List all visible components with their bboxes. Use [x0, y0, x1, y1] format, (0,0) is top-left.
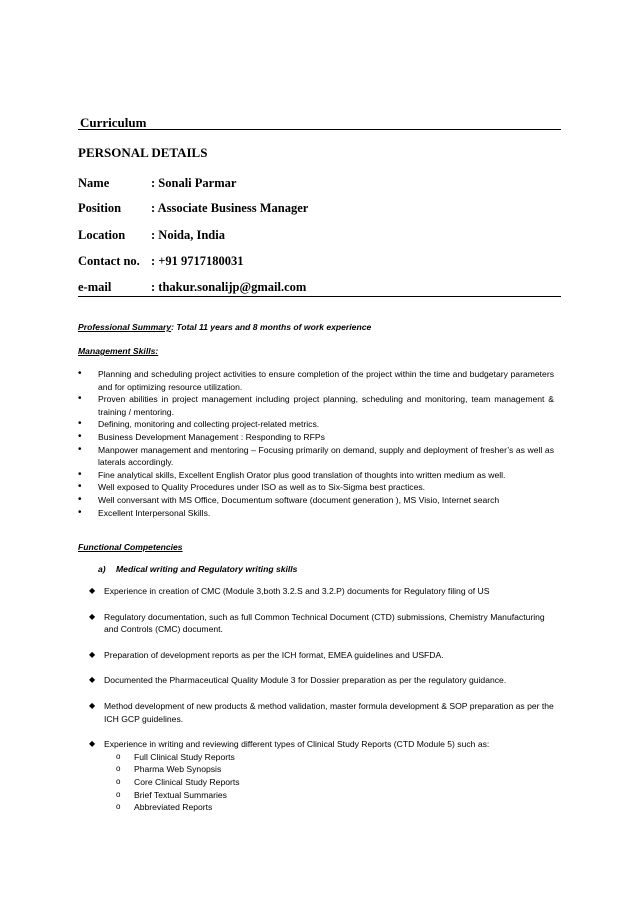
- detail-value: : Sonali Parmar: [151, 176, 237, 190]
- document-title: Curriculum: [80, 115, 147, 130]
- details-rule: [78, 296, 561, 297]
- report-types-list: [104, 751, 556, 814]
- detail-row-email: [78, 280, 307, 295]
- detail-value: : Associate Business Manager: [151, 201, 309, 215]
- circle-bullet-icon: o: [116, 789, 121, 799]
- competencies-list: [88, 585, 556, 827]
- diamond-bullet-icon: ◆: [89, 586, 96, 595]
- bullet-icon: •: [78, 493, 82, 505]
- subheading-letter: a): [98, 564, 106, 574]
- detail-value: : Noida, India: [151, 228, 225, 242]
- list-item: • Manpower management and mentoring – Focusing primarily on demand, supply and deployment of fresher’s as well as laterals accordingly.: [78, 443, 554, 468]
- circle-bullet-icon: o: [116, 764, 121, 774]
- list-item: • Planning and scheduling project activities to ensure completion of the project within the time and budgetary parameters and for optimizing resource utilization.: [78, 368, 554, 392]
- management-skills-list: [78, 368, 554, 519]
- list-item: • Well exposed to Quality Procedures under ISO as well as to Six-Sigma best practices.: [78, 481, 426, 493]
- title-rule: [78, 129, 561, 130]
- bullet-icon: •: [78, 443, 82, 455]
- circle-bullet-icon: o: [116, 751, 121, 761]
- list-item: • Fine analytical skills, Excellent English Orator plus good translation of thoughts into written medium as well.: [78, 468, 506, 480]
- bullet-icon: •: [78, 506, 82, 518]
- list-item: • Business Development Management : Responding to RFPs: [78, 430, 325, 442]
- diamond-bullet-icon: ◆: [89, 649, 96, 659]
- list-item: o Brief Textual Summaries: [116, 789, 227, 800]
- list-item: • Well conversant with MS Office, Documentum software (document generation ), MS Visio, Internet search: [78, 493, 500, 505]
- list-item: ◆ Documented the Pharmaceutical Quality Module 3 for Dossier preparation as per the regulatory guidance.: [89, 675, 507, 686]
- list-item: ◆ Preparation of development reports as per the ICH format, EMEA guidelines and USFDA.: [89, 649, 444, 660]
- list-item: ◆ Experience in writing and reviewing different types of Clinical Study Reports (CTD Module 5) such as: o Full Clinical Study Reports o Pharma Web Synopsis o Core Clinical Study Reports o Brief Textual Summaries o Abbreviated Reports: [88, 738, 556, 814]
- bullet-icon: •: [78, 468, 82, 480]
- detail-label: Location: [78, 228, 126, 242]
- detail-label: Position: [78, 201, 122, 215]
- detail-row-contact: [78, 254, 244, 269]
- competency-subheading: [98, 563, 297, 576]
- subheading-text: Medical writing and Regulatory writing skills: [116, 564, 298, 574]
- list-item: ◆ Experience in creation of CMC (Module 3,both 3.2.S and 3.2.P) documents for Regulatory filing of US: [89, 586, 490, 596]
- bullet-icon: •: [78, 368, 82, 379]
- detail-value: : +91 9717180031: [151, 254, 244, 268]
- list-item: • Defining, monitoring and collecting project-related metrics.: [78, 418, 320, 430]
- professional-summary: [78, 321, 371, 334]
- diamond-bullet-icon: ◆: [89, 739, 96, 749]
- circle-bullet-icon: o: [116, 802, 121, 812]
- detail-row-location: [78, 228, 225, 243]
- list-item: • Proven abilities in project management including project planning, scheduling and monitoring, team management & training / mentoring.: [78, 393, 554, 417]
- bullet-icon: •: [78, 481, 82, 493]
- bullet-icon: •: [78, 418, 82, 430]
- management-skills-heading: Management Skills:: [78, 346, 159, 356]
- list-item: ◆ Regulatory documentation, such as full Common Technical Document (CTD) submissions, Chemistry Manufacturing and Controls (CMC) document.: [89, 611, 545, 635]
- diamond-bullet-icon: ◆: [89, 700, 96, 710]
- bullet-icon: •: [78, 393, 82, 405]
- list-item: • Excellent Interpersonal Skills.: [78, 506, 211, 518]
- list-item: o Pharma Web Synopsis: [116, 764, 222, 775]
- circle-bullet-icon: o: [116, 776, 121, 786]
- detail-row-position: [78, 201, 309, 216]
- bullet-icon: •: [78, 430, 82, 442]
- summary-text: : Total 11 years and 8 months of work experience: [171, 322, 372, 332]
- list-item: ◆ Method development of new products & method validation, master formula development & SOP preparation as per the ICH GCP guidelines.: [89, 700, 554, 724]
- list-item: o Abbreviated Reports: [116, 802, 213, 813]
- functional-competencies-heading: Functional Competencies: [78, 542, 183, 552]
- personal-details-heading: PERSONAL DETAILS: [78, 145, 208, 160]
- list-item: o Full Clinical Study Reports: [116, 751, 235, 762]
- diamond-bullet-icon: ◆: [89, 675, 96, 685]
- detail-label: Contact no.: [78, 254, 140, 268]
- detail-value: : thakur.sonalijp@gmail.com: [151, 280, 307, 294]
- detail-label: e-mail: [78, 280, 112, 294]
- detail-row-name: [78, 176, 237, 191]
- diamond-bullet-icon: ◆: [89, 611, 96, 621]
- summary-label: Professional Summary: [78, 322, 172, 332]
- detail-label: Name: [78, 176, 110, 190]
- list-item: o Core Clinical Study Reports: [116, 776, 240, 787]
